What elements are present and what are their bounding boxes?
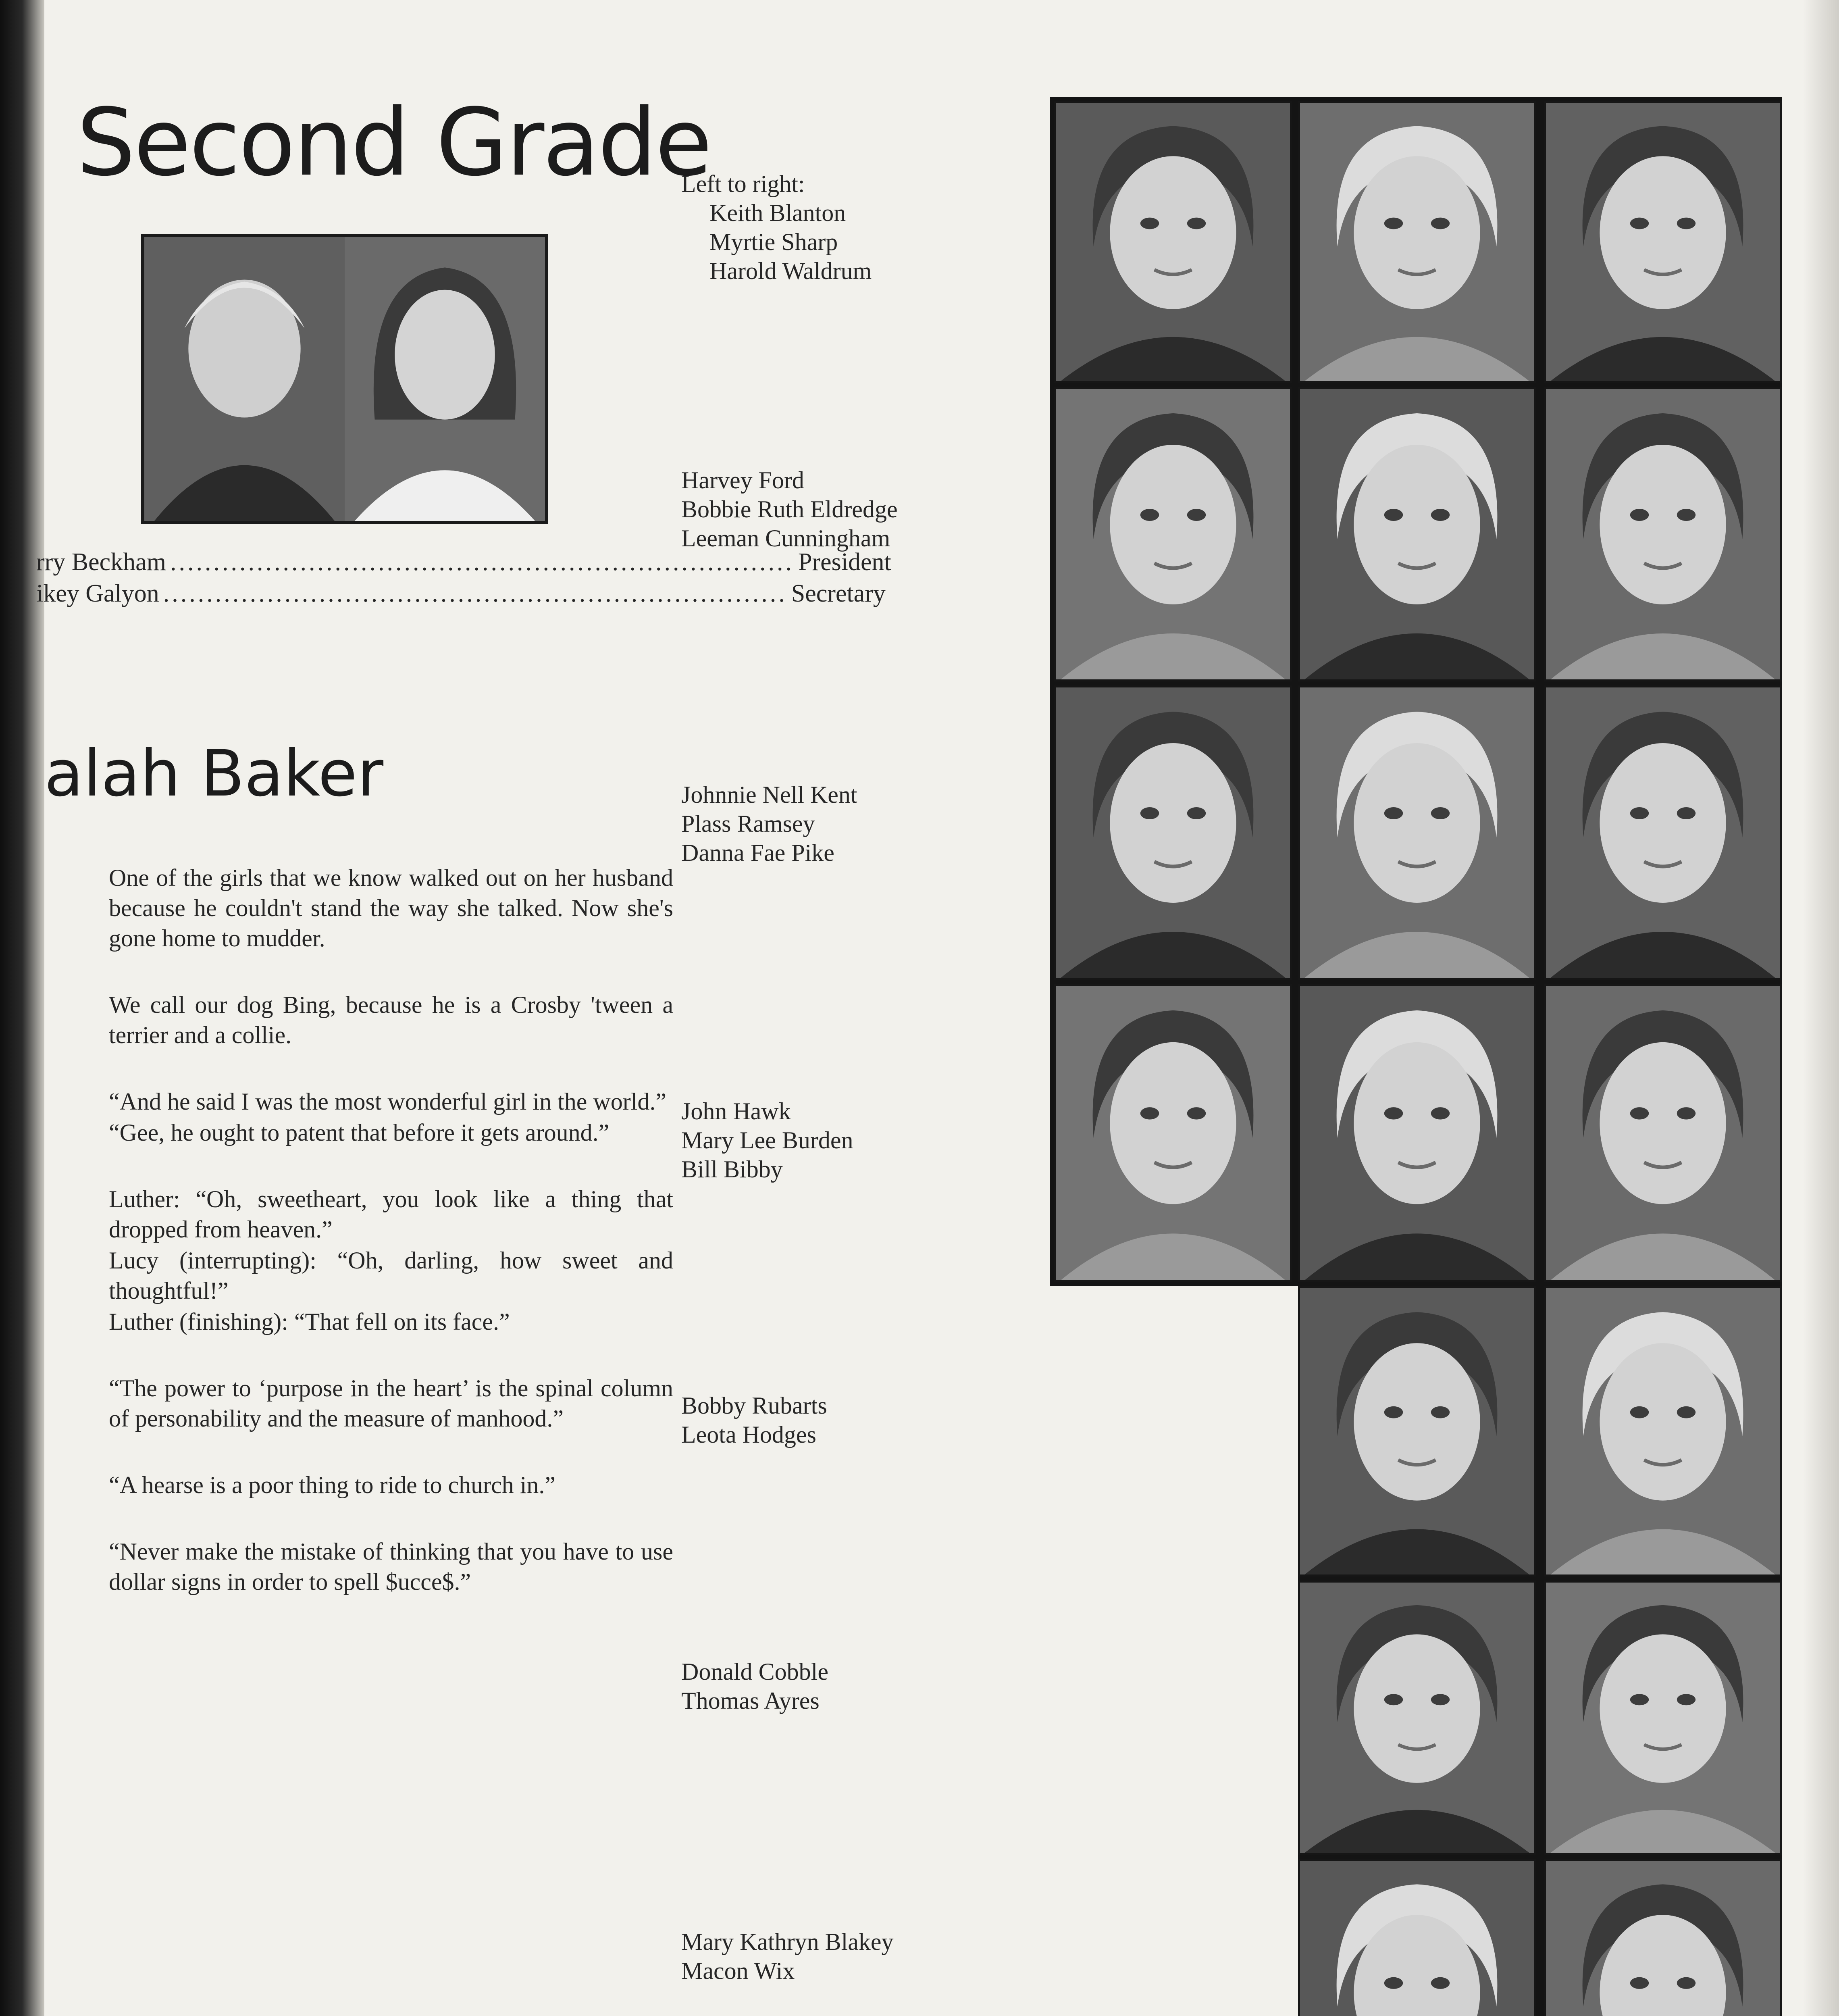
- officer-row: [36, 546, 891, 578]
- joke-paragraph: “And he said I was the most wonderful girl in the world.”: [109, 1088, 667, 1115]
- joke-paragraph: “A hearse is a poor thing to ride to church in.”: [109, 1472, 556, 1498]
- student-name: Mary Kathryn Blakey: [681, 1929, 894, 1955]
- student-name: Thomas Ayres: [681, 1687, 820, 1714]
- student-portrait: [1298, 984, 1536, 1282]
- leader-dots: ........................................................................: [170, 548, 794, 576]
- student-name: Johnnie Nell Kent: [681, 781, 857, 808]
- student-name: Bill Bibby: [681, 1156, 783, 1183]
- captions-header: Left to right:: [681, 171, 805, 197]
- book-spine-shadow: [0, 0, 44, 2016]
- page-title: Second Grade: [77, 89, 711, 197]
- student-portrait: [1298, 101, 1536, 383]
- student-portrait: [1298, 387, 1536, 681]
- caption-group-7: [681, 1927, 1044, 1985]
- officer-row: [36, 578, 886, 609]
- student-name: Bobby Rubarts: [681, 1392, 827, 1419]
- student-portrait: [1054, 387, 1292, 681]
- student-portrait: [1544, 1286, 1782, 1577]
- student-name: Donald Cobble: [681, 1658, 828, 1685]
- student-name: Plass Ramsey: [681, 810, 815, 837]
- student-name: Leeman Cunningham: [681, 525, 890, 552]
- joke-paragraph: Luther: “Oh, sweetheart, you look like a thing that dropped from heaven.”: [109, 1186, 673, 1243]
- caption-group-4: [681, 1097, 1044, 1184]
- joke-paragraph: “Never make the mistake of thinking that you have to use dollar signs in order to spell $ucce$.”: [109, 1538, 673, 1595]
- student-portrait: [1544, 101, 1782, 383]
- caption-group-6: [681, 1657, 1044, 1715]
- student-name: Harold Waldrum: [709, 258, 872, 284]
- student-portrait: [1054, 984, 1292, 1282]
- officers-list: [36, 546, 891, 609]
- caption-group-2: [681, 466, 1044, 553]
- student-name: Keith Blanton: [709, 200, 846, 226]
- student-portrait: [1298, 1286, 1536, 1577]
- student-name: Leota Hodges: [681, 1421, 816, 1448]
- joke-paragraph: Lucy (interrupting): “Oh, darling, how sweet and thoughtful!”: [109, 1247, 673, 1304]
- joke-paragraph: “Gee, he ought to patent that before it gets around.”: [109, 1119, 610, 1146]
- student-portrait: [1544, 685, 1782, 980]
- student-portrait: [1298, 1859, 1536, 2016]
- student-portrait: [1054, 101, 1292, 383]
- officer-photo-2: [345, 237, 545, 521]
- officer-name: ikey Galyon: [36, 580, 159, 607]
- student-name: Myrtie Sharp: [709, 229, 838, 255]
- jokes-column: [109, 863, 673, 1633]
- student-portrait: [1544, 1859, 1782, 2016]
- joke-paragraph: Luther (finishing): “That fell on its face.”: [109, 1308, 510, 1335]
- student-portrait: [1544, 984, 1782, 1282]
- student-portrait: [1544, 1581, 1782, 1855]
- caption-group-1: [681, 169, 1044, 285]
- officer-title: Secretary: [791, 580, 886, 607]
- student-name: Harvey Ford: [681, 467, 804, 494]
- joke-paragraph: “The power to ‘purpose in the heart’ is the spinal column of personability and the measure of manhood.”: [109, 1375, 673, 1432]
- student-portrait: [1298, 685, 1536, 980]
- student-name: Danna Fae Pike: [681, 839, 834, 866]
- student-name: Bobbie Ruth Eldredge: [681, 496, 898, 523]
- section-heading: alah Baker: [44, 737, 384, 811]
- student-name: John Hawk: [681, 1098, 791, 1125]
- student-portrait: [1054, 685, 1292, 980]
- leader-dots: ........................................................................: [163, 580, 787, 607]
- student-portrait: [1298, 1581, 1536, 1855]
- officer-photo-1: [144, 237, 345, 521]
- joke-paragraph: One of the girls that we know walked out on her husband because he couldn't stand the way she talked. Now she's gone home to mudder.: [109, 864, 673, 952]
- joke-paragraph: We call our dog Bing, because he is a Crosby 'tween a terrier and a collie.: [109, 991, 673, 1048]
- student-portrait: [1544, 387, 1782, 681]
- caption-group-5: [681, 1391, 1044, 1449]
- student-name: Macon Wix: [681, 1958, 795, 1984]
- page-edge-shadow: [1803, 0, 1839, 2016]
- caption-group-3: [681, 780, 1044, 867]
- officer-name: rry Beckham: [36, 548, 166, 576]
- student-name: Mary Lee Burden: [681, 1127, 853, 1154]
- officer-photos: [141, 234, 548, 524]
- officer-title: President: [798, 548, 891, 576]
